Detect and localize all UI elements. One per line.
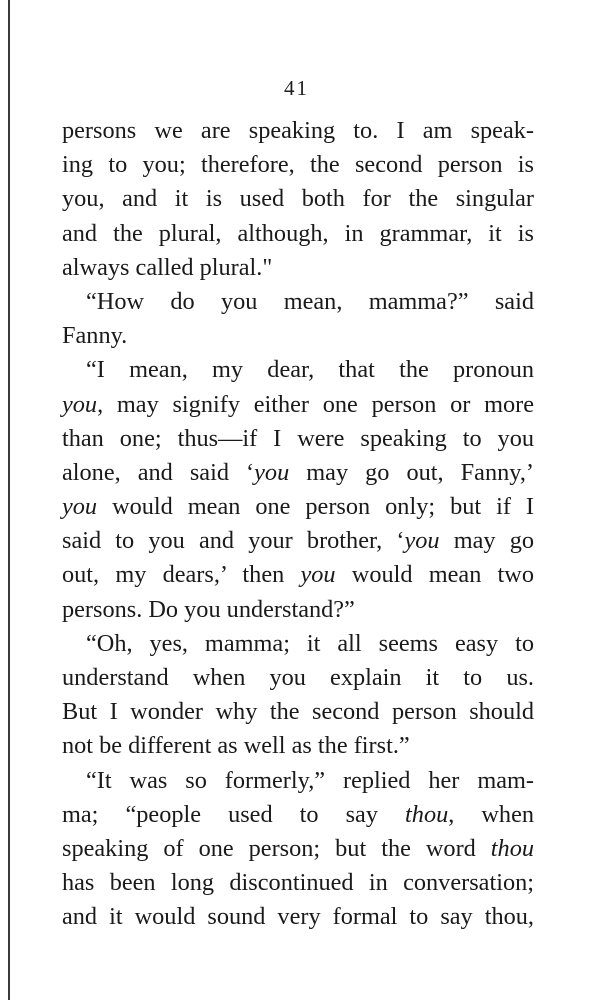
italic-word: you [62,390,98,418]
italic-word: you [300,561,336,589]
text-line: you would mean one person only; but if I [62,493,534,521]
text-line: alone, and said ‘you may go out, Fanny,’ [62,458,534,486]
italic-word: you [62,493,98,521]
text-line: “It was so formerly,” replied her mam- [86,766,534,794]
page-edge-line [8,0,10,1000]
text-line: understand when you explain it to us. [62,664,534,691]
italic-word: you [254,458,290,486]
text-line: you, and it is used both for the singular [62,185,534,213]
text-line: you, may signify either one person or more [62,390,534,418]
text-line: always called plural." [62,253,273,281]
text-line: “I mean, my dear, that the pronoun [86,356,534,384]
body-text [62,114,534,935]
italic-word: you [404,527,440,555]
text-line: persons we are speaking to. I am speak- [62,117,534,144]
text-line: But I wonder why the second person should [62,698,534,726]
italic-word: thou [490,834,534,862]
text-line: persons. Do you understand?” [62,595,355,623]
text-line: not be different as well as the first.” [62,732,410,760]
text-line: than one; thus—if I were speaking to you [62,424,534,452]
text-line: speaking of one person; but the word thou [62,834,534,862]
text-line: has been long discontinued in conversation; [62,869,534,897]
text-line: out, my dears,’ then you would mean two [62,561,534,589]
text-line: and it would sound very formal to say thou, [62,903,534,931]
text-line: “Oh, yes, mamma; it all seems easy to [86,629,534,657]
italic-word: thou [405,800,449,828]
text-line: ing to you; therefore, the second person is [62,151,534,179]
text-line: ma; “people used to say thou, when [62,800,534,828]
text-line: “How do you mean, mamma?” said [86,287,534,315]
text-line: Fanny. [62,322,128,350]
text-line: said to you and your brother, ‘you may go [62,527,535,555]
text-line: and the plural, although, in grammar, it is [62,219,534,247]
page-number: 41 [284,76,309,100]
